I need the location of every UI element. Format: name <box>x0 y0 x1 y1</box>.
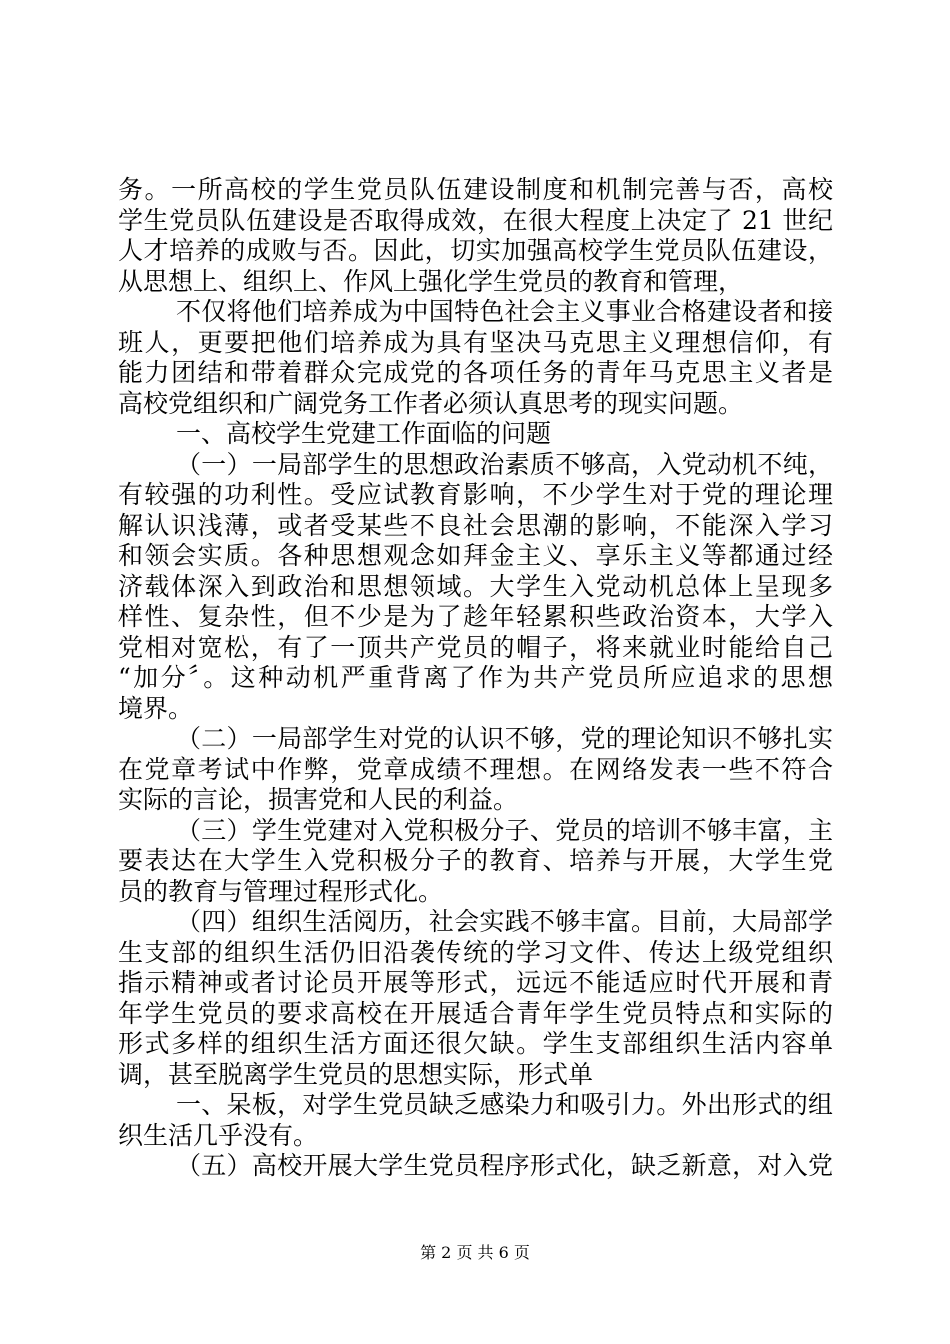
paragraph <box>118 907 833 1090</box>
text-line: 学生党员队伍建设是否取得成效，在很大程度上决定了 21 世纪 <box>118 205 833 235</box>
text-line: （五）高校开展大学生党员程序形式化，缺乏新意，对入党 <box>176 1151 833 1180</box>
text-line: 务。一所高校的学生党员队伍建设制度和机制完善与否，高校 <box>118 175 833 204</box>
text-line: （二）一局部学生对党的认识不够，党的理论知识不够扎实 <box>176 724 833 753</box>
text-line: 解认识浅薄，或者受某些不良社会思潮的影响，不能深入学习 <box>118 510 833 540</box>
text-line: 要表达在大学生入党积极分子的教育、培养与开展，大学生党 <box>118 846 833 875</box>
text-line: 境界。 <box>118 693 194 723</box>
page-number-label: 第 2 页 共 6 页 <box>420 1243 530 1262</box>
document-body <box>118 175 833 1182</box>
text-line: “加分〞。这种动机严重背离了作为共产党员所应追求的思想 <box>118 663 833 692</box>
text-line: 年学生党员的要求高校在开展适合青年学生党员特点和实际的 <box>118 998 833 1028</box>
paragraph <box>118 724 833 816</box>
text-line: 班人，更要把他们培养成为具有坚决马克思主义理想信仰，有 <box>118 327 833 357</box>
paragraph <box>118 450 833 725</box>
paragraph <box>118 297 833 419</box>
text-line: 形式多样的组织生活方面还很欠缺。学生支部组织生活内容单 <box>118 1029 833 1058</box>
text-line: 员的教育与管理过程形式化。 <box>118 876 444 906</box>
text-line: 高校党组织和广阔党务工作者必须认真思考的现实问题。 <box>118 388 744 418</box>
text-line: 不仅将他们培养成为中国特色社会主义事业合格建设者和接 <box>176 297 833 326</box>
text-line: 实际的言论，损害党和人民的利益。 <box>118 785 519 814</box>
text-line: 一、呆板，对学生党员缺乏感染力和吸引力。外出形式的组 <box>176 1090 833 1119</box>
text-line: 人才培养的成败与否。因此，切实加强高校学生党员队伍建设， <box>118 236 833 265</box>
text-line: 指示精神或者讨论员开展等形式，远远不能适应时代开展和青 <box>118 968 833 997</box>
paragraph <box>118 816 833 908</box>
text-line: 从思想上、组织上、作风上强化学生党员的教育和管理， <box>118 266 744 296</box>
paragraph <box>118 1151 833 1182</box>
text-line: （三）学生党建对入党积极分子、党员的培训不够丰富，主 <box>176 815 833 845</box>
text-line: 和领会实质。各种思想观念如拜金主义、享乐主义等都通过经 <box>118 541 833 570</box>
paragraph <box>118 1090 833 1151</box>
text-line: 织生活几乎没有。 <box>118 1120 319 1150</box>
paragraph-continued-intro <box>118 175 833 297</box>
text-line: 在党章考试中作弊，党章成绩不理想。在网络发表一些不符合 <box>118 754 833 784</box>
text-line: 有较强的功利性。受应试教育影响，不少学生对于党的理论理 <box>118 480 833 509</box>
text-line: （四）组织生活阅历，社会实践不够丰富。目前，大局部学 <box>176 907 833 936</box>
page-footer <box>0 1241 950 1265</box>
text-line: （一）一局部学生的思想政治素质不够高，入党动机不纯， <box>176 449 833 479</box>
section-heading-text: 一、高校学生党建工作面临的问题 <box>176 419 552 448</box>
text-line: 党相对宽松，有了一顶共产党员的帽子，将来就业时能给自己 <box>118 632 833 662</box>
text-line: 样性、复杂性，但不少是为了趁年轻累积些政治资本，大学入 <box>118 602 833 631</box>
text-line: 调，甚至脱离学生党员的思想实际，形式单 <box>118 1059 594 1089</box>
text-line: 生支部的组织生活仍旧沿袭传统的学习文件、传达上级党组织 <box>118 937 833 967</box>
text-line: 济载体深入到政治和思想领域。大学生入党动机总体上呈现多 <box>118 571 833 601</box>
text-line: 能力团结和带着群众完成党的各项任务的青年马克思主义者是 <box>118 358 833 387</box>
section-heading <box>118 419 833 450</box>
